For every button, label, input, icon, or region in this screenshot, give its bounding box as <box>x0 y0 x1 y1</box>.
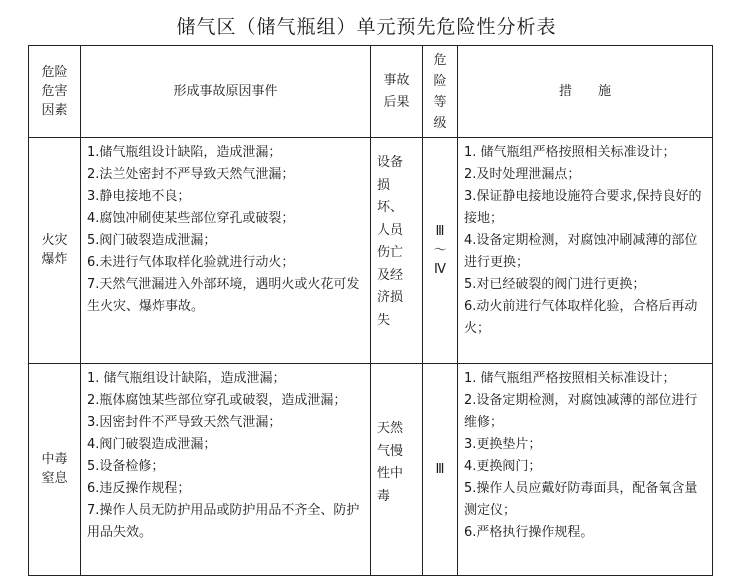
consequence-cell: 设备损坏、人员伤亡及经济损失 <box>371 138 423 364</box>
table-row <box>29 364 713 576</box>
list-item: 7.天然气泄漏进入外部环境，遇明火或火花可发生火灾、爆炸事故。 <box>87 277 360 314</box>
list-item: 1. 储气瓶组严格按照相关标准设计； <box>464 145 676 160</box>
list-item: 7.操作人员无防护用品或防护用品不齐全、防护用品失效。 <box>87 503 360 540</box>
list-item: 2.法兰处密封不严导致天然气泄漏； <box>87 167 295 182</box>
header-measures: 措 施 <box>458 46 713 138</box>
header-factor: 危险危害因素 <box>29 46 81 138</box>
header-causes: 形成事故原因事件 <box>81 46 371 138</box>
list-item: 6.未进行气体取样化验就进行动火； <box>87 255 295 270</box>
list-item: 4.阀门破裂造成泄漏； <box>87 437 217 452</box>
list-item: 5.操作人员应戴好防毒面具，配备氧含量测定仪； <box>464 481 698 518</box>
table-header-row <box>29 46 713 138</box>
list-item: 2.及时处理泄漏点； <box>464 167 581 182</box>
hazard-analysis-table <box>28 45 713 576</box>
header-level: 危险等级 <box>423 46 458 138</box>
list-item: 2.设备定期检测，对腐蚀减薄的部位进行维修； <box>464 393 698 430</box>
list-item: 3.保证静电接地设施符合要求,保持良好的接地； <box>464 189 702 226</box>
header-consequence: 事故后果 <box>371 46 423 138</box>
list-item: 1. 储气瓶组设计缺陷，造成泄漏； <box>87 371 286 386</box>
cause-list <box>81 364 371 576</box>
list-item: 6.违反操作规程； <box>87 481 191 496</box>
hazard-factor: 中毒窒息 <box>29 364 81 576</box>
list-item: 6.严格执行操作规程。 <box>464 525 594 540</box>
list-item: 6.动火前进行气体取样化验，合格后再动火； <box>464 299 698 336</box>
list-item: 3.更换垫片； <box>464 437 542 452</box>
list-item: 4.设备定期检测，对腐蚀冲刷减薄的部位进行更换； <box>464 233 698 270</box>
list-item: 4.腐蚀冲刷使某些部位穿孔或破裂； <box>87 211 295 226</box>
risk-level: Ⅲ <box>423 364 458 576</box>
risk-level: Ⅲ～Ⅳ <box>423 138 458 364</box>
list-item: 5.对已经破裂的阀门进行更换； <box>464 277 646 292</box>
measure-list <box>458 364 713 576</box>
list-item: 3.因密封件不严导致天然气泄漏； <box>87 415 282 430</box>
list-item: 4.更换阀门； <box>464 459 542 474</box>
list-item: 1.储气瓶组设计缺陷，造成泄漏； <box>87 145 282 160</box>
list-item: 3.静电接地不良； <box>87 189 191 204</box>
cause-list <box>81 138 371 364</box>
list-item: 1. 储气瓶组严格按照相关标准设计； <box>464 371 676 386</box>
page-title: 储气区（储气瓶组）单元预先危险性分析表 <box>176 16 557 38</box>
list-item: 2.瓶体腐蚀某些部位穿孔或破裂，造成泄漏； <box>87 393 347 408</box>
hazard-factor: 火灾爆炸 <box>29 138 81 364</box>
list-item: 5.阀门破裂造成泄漏； <box>87 233 217 248</box>
table-row <box>29 138 713 364</box>
list-item: 5.设备检修； <box>87 459 165 474</box>
consequence-cell: 天然气慢性中毒 <box>371 364 423 576</box>
measure-list <box>458 138 713 364</box>
